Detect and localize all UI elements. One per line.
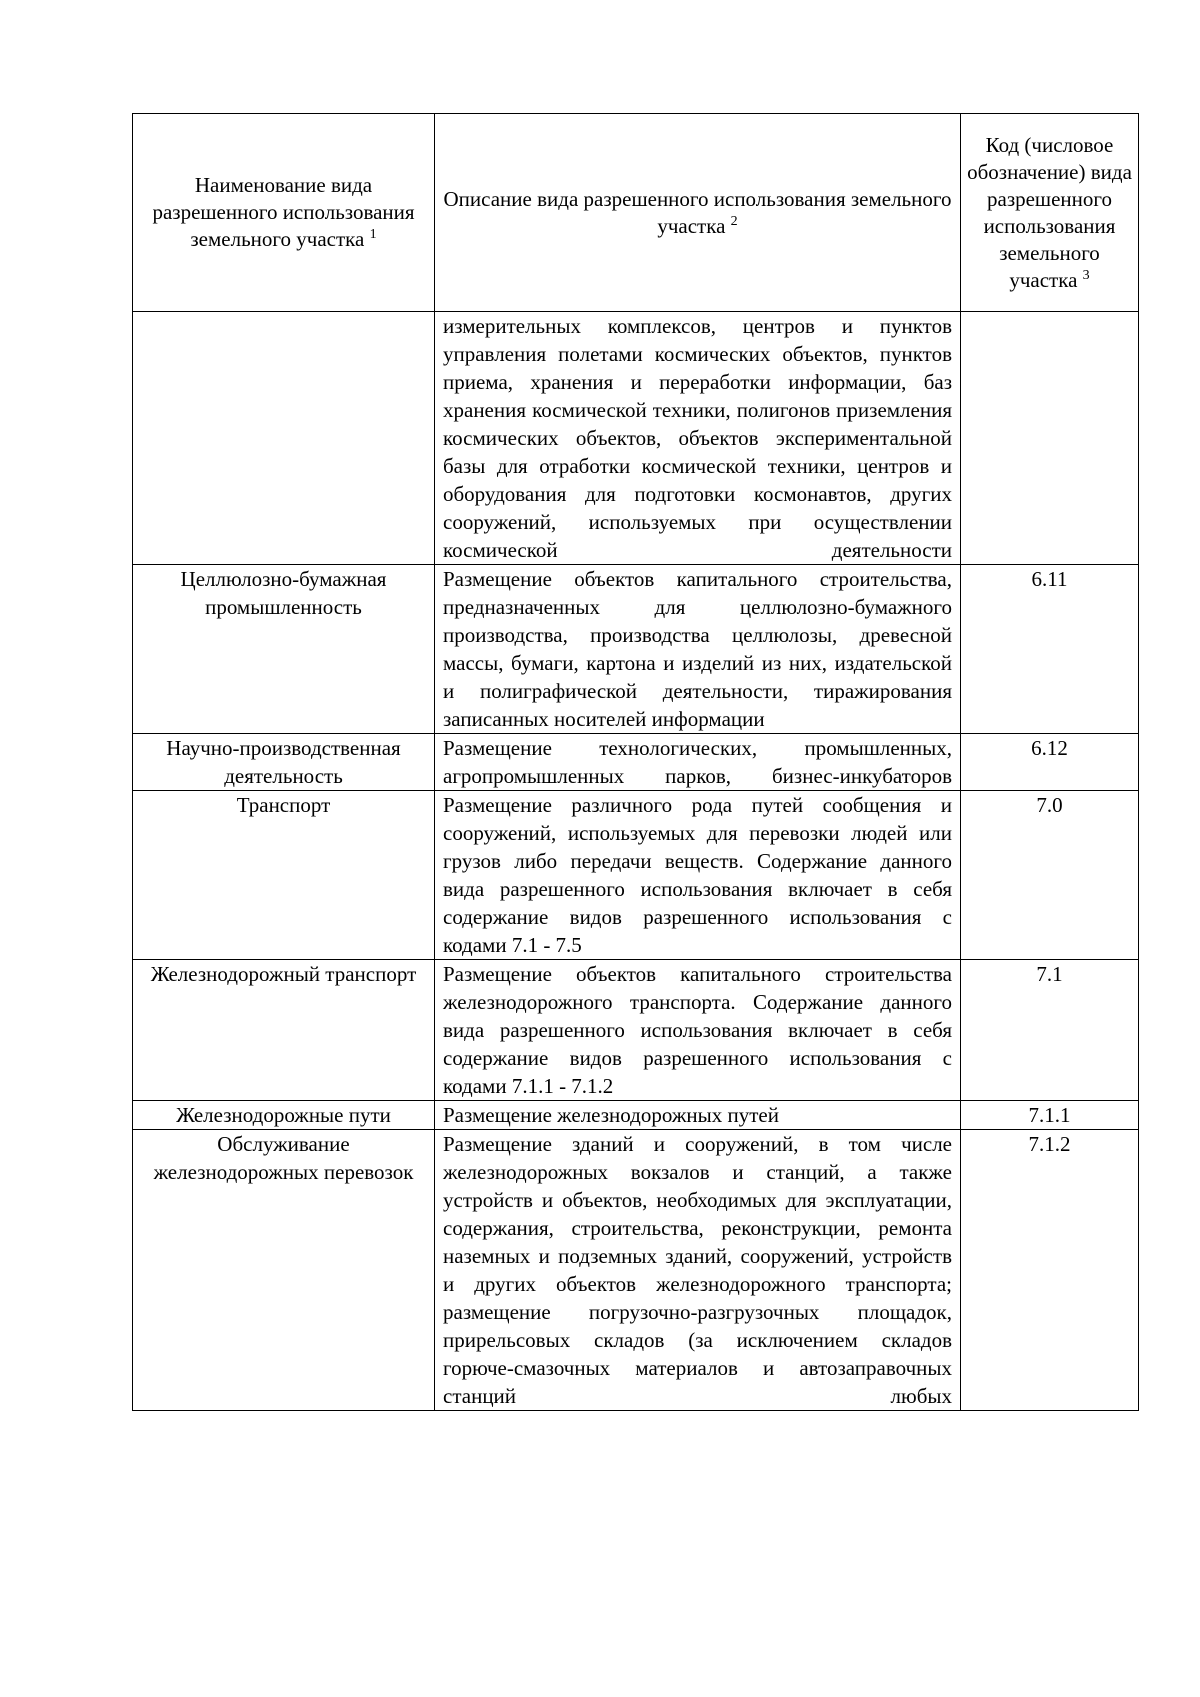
row-code: 6.11 — [961, 565, 1139, 734]
row-description: Размещение различного рода путей сообщения и сооружений, используемых для перевозки людей или грузов либо передачи веществ. Содержание данного вида разрешенного использования включает в себя содержание видов разрешенного использования с кодами 7.1 - 7.5 — [435, 791, 961, 960]
row-code — [961, 312, 1139, 565]
table-row — [133, 312, 1139, 565]
land-use-table — [132, 113, 1139, 1411]
header-name-footnote: 1 — [369, 227, 377, 242]
row-description: Размещение зданий и сооружений, в том числе железнодорожных вокзалов и станций, а также устройств и объектов, необходимых для эксплуатации, содержания, строительства, реконструкции, ремонта наземных и подземных зданий, сооружений, устройств и других объектов железнодорожного транспорта; размещение погрузочно-разгрузочных площадок, прирельсовых складов (за исключением складов горюче-смазочных материалов и автозаправочных станций любых — [435, 1130, 961, 1411]
table-row — [133, 960, 1139, 1101]
row-description: Размещение объектов капитального строительства железнодорожного транспорта. Содержание данного вида разрешенного использования включает в себя содержание видов разрешенного использования с кодами 7.1.1 - 7.1.2 — [435, 960, 961, 1101]
table-header-row — [133, 114, 1139, 312]
row-code: 6.12 — [961, 734, 1139, 791]
row-name: Транспорт — [133, 791, 435, 960]
row-name: Целлюлозно-бумажная промышленность — [133, 565, 435, 734]
header-description — [435, 114, 961, 312]
table-row — [133, 1101, 1139, 1130]
table-row — [133, 791, 1139, 960]
row-code: 7.1 — [961, 960, 1139, 1101]
table-row — [133, 734, 1139, 791]
header-name-text: Наименование вида разрешенного использования земельного участка — [152, 173, 415, 251]
row-code: 7.1.1 — [961, 1101, 1139, 1130]
row-description: измерительных комплексов, центров и пунктов управления полетами космических объектов, пунктов приема, хранения и переработки информации, баз хранения космической техники, полигонов приземления космических объектов, объектов экспериментальной базы для отработки космической техники, центров и оборудования для подготовки космонавтов, других сооружений, используемых при осуществлении космической деятельности — [435, 312, 961, 565]
header-code-text: Код (числовое обозначение) вида разрешенного использования земельного участка — [967, 132, 1132, 292]
row-name: Обслуживание железнодорожных перевозок — [133, 1130, 435, 1411]
row-description: Размещение объектов капитального строительства, предназначенных для целлюлозно-бумажного производства, производства целлюлозы, древесной массы, бумаги, картона и изделий из них, издательской и полиграфической деятельности, тиражирования записанных носителей информации — [435, 565, 961, 734]
row-description: Размещение технологических, промышленных, агропромышленных парков, бизнес-инкубаторов — [435, 734, 961, 791]
row-code: 7.0 — [961, 791, 1139, 960]
table-row — [133, 1130, 1139, 1411]
row-name: Железнодорожный транспорт — [133, 960, 435, 1101]
header-code — [961, 114, 1139, 312]
header-code-footnote: 3 — [1082, 267, 1090, 283]
row-name: Научно-производственная деятельность — [133, 734, 435, 791]
table-row — [133, 565, 1139, 734]
row-code: 7.1.2 — [961, 1130, 1139, 1411]
row-name — [133, 312, 435, 565]
row-name: Железнодорожные пути — [133, 1101, 435, 1130]
header-description-text: Описание вида разрешенного использования земельного участка — [443, 186, 952, 238]
header-name — [133, 114, 435, 312]
row-description: Размещение железнодорожных путей — [435, 1101, 961, 1130]
header-description-footnote: 2 — [730, 213, 738, 229]
